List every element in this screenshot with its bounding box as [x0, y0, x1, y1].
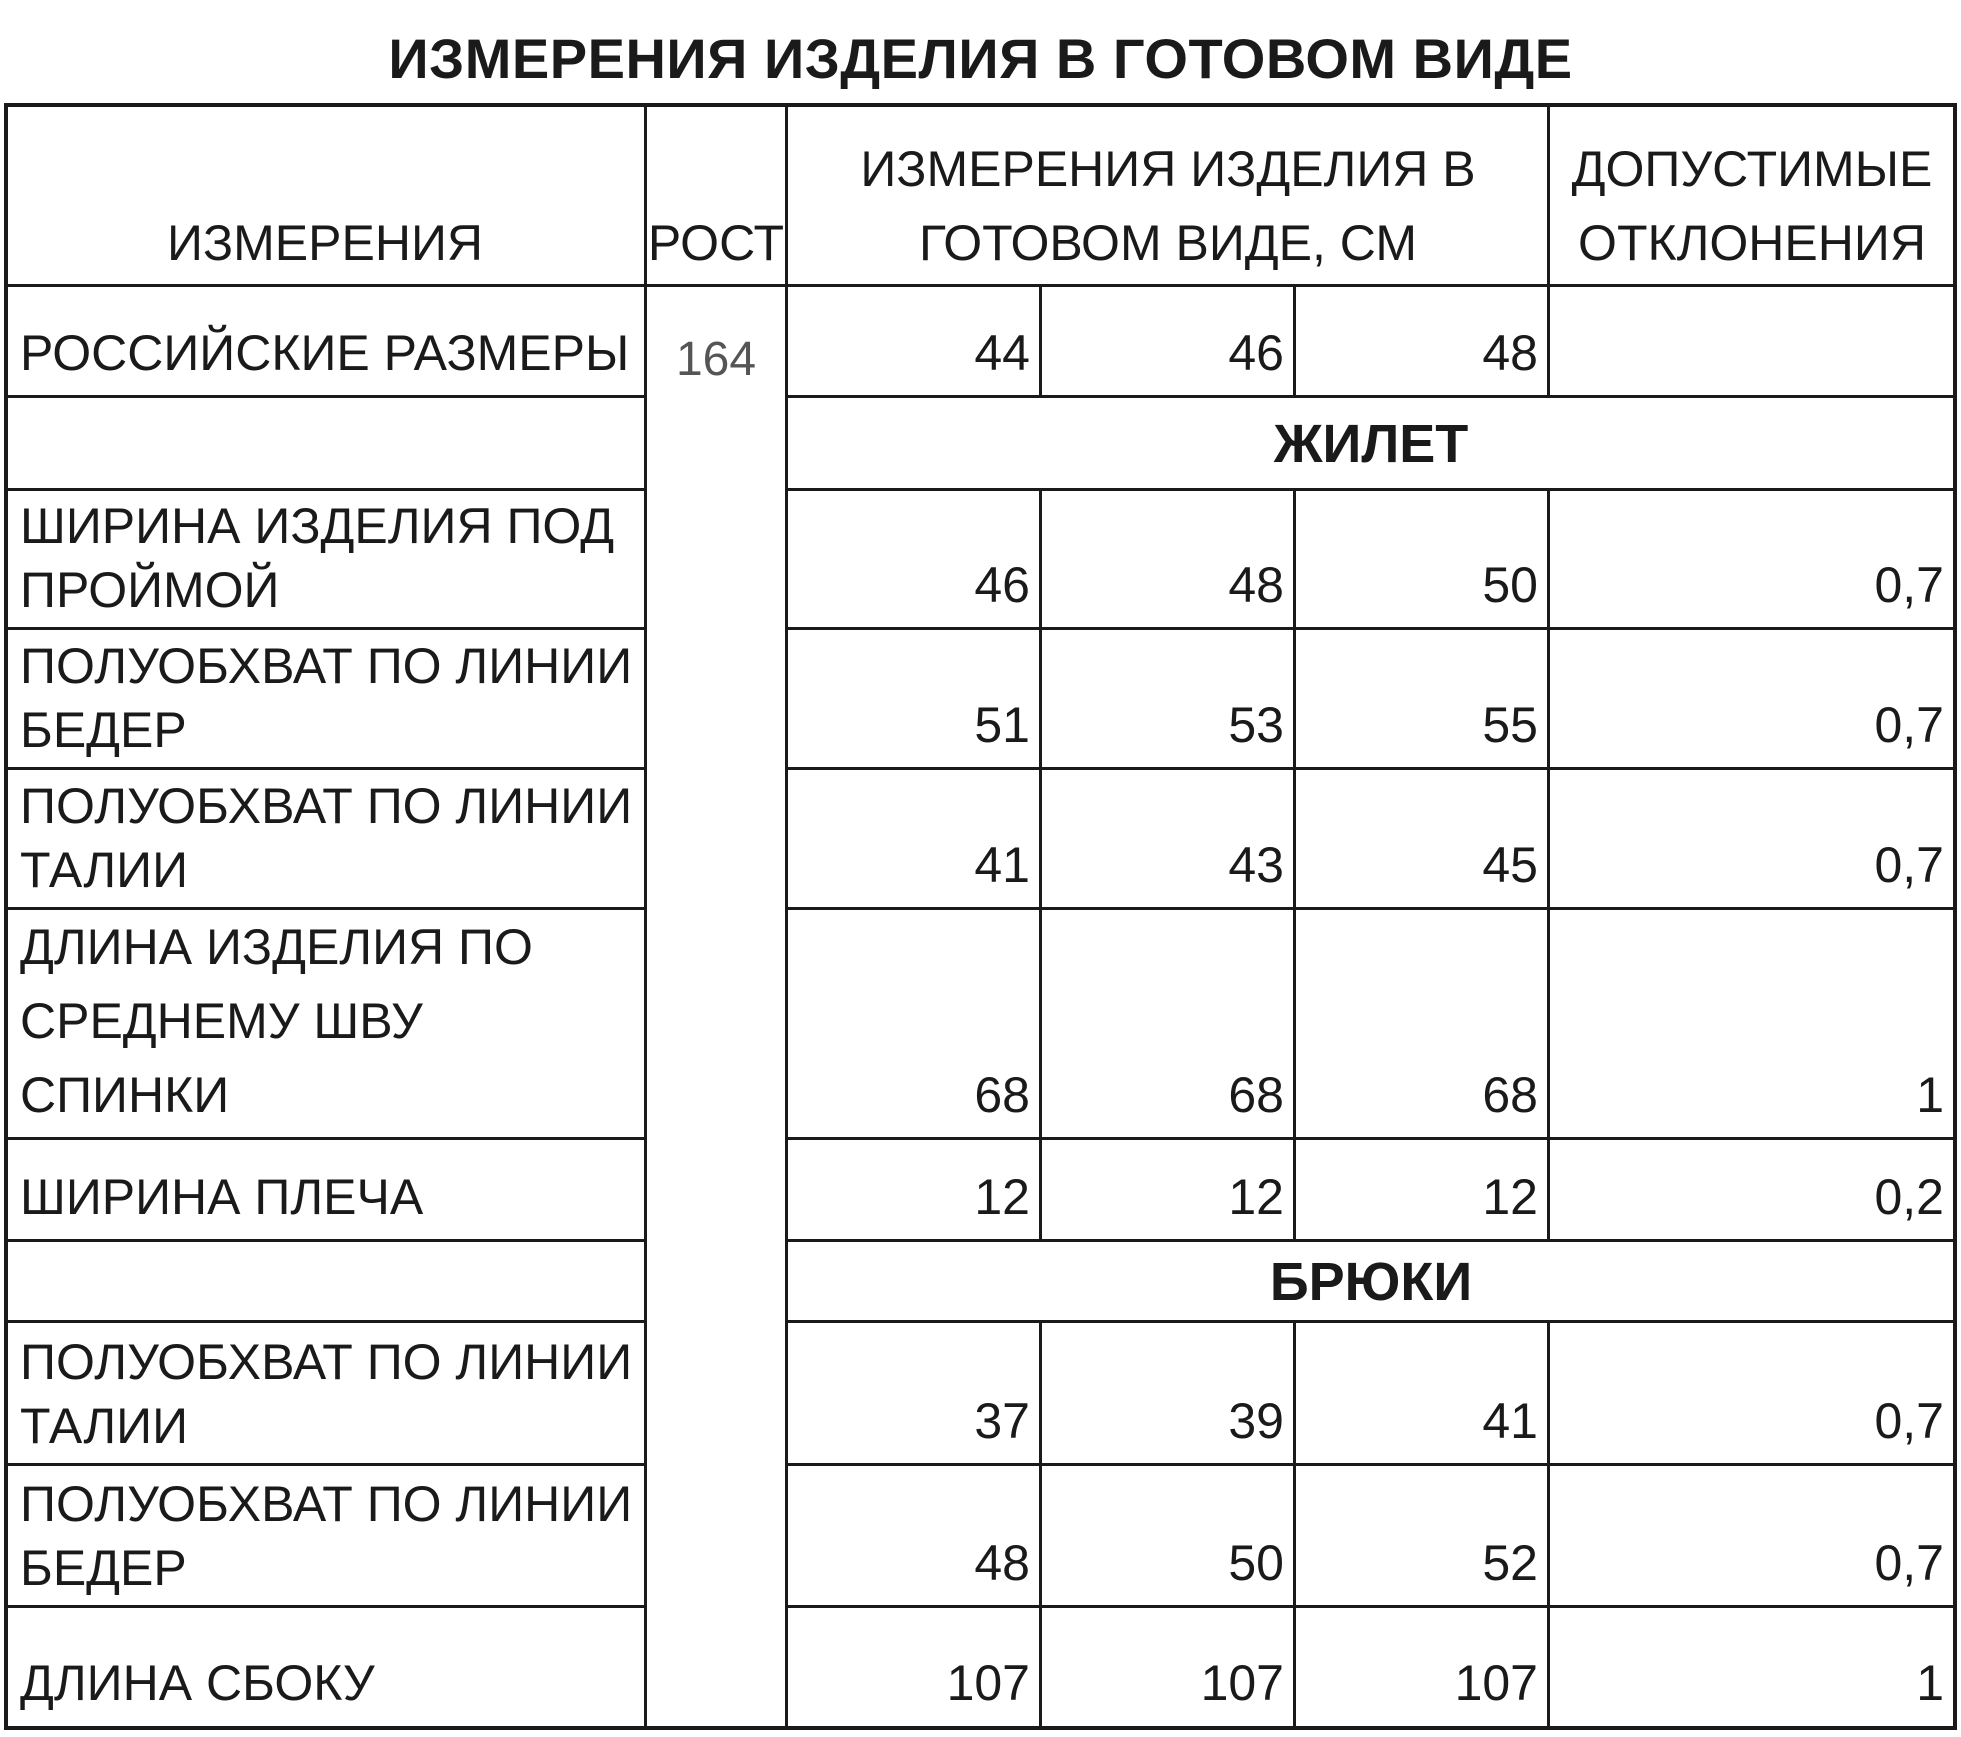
trousers-row-2-val-1-text: 48: [974, 1535, 1030, 1591]
vest-row-1-val-3: [1296, 492, 1548, 628]
hline-left-1: [4, 395, 647, 398]
section-trousers-title: [788, 1242, 1954, 1322]
header-tolerance-line-1: ДОПУСТИМЫЕ: [1571, 141, 1933, 197]
vest-row-5-label-line-1: ШИРИНА ПЛЕЧА: [20, 1169, 424, 1225]
vest-row-5-val-1: [788, 1140, 1040, 1240]
trousers-row-1-val-2: [1042, 1324, 1294, 1464]
header-measure: [6, 106, 644, 286]
vest-row-1-val-2-text: 48: [1228, 557, 1284, 613]
trousers-row-2-val-3: [1296, 1466, 1548, 1606]
trousers-row-3-val-2-text: 107: [1200, 1655, 1284, 1711]
vest-row-4-val-3-text: 68: [1482, 1067, 1538, 1123]
vest-row-4-val-2: [1042, 910, 1294, 1138]
vline-size-2c: [1293, 1322, 1296, 1728]
vest-row-1-tolerance: [1550, 492, 1954, 628]
height-value-text: 164: [675, 333, 757, 386]
vest-row-2-label-line-2: БЕДЕР: [20, 702, 187, 758]
vest-row-5-val-2: [1042, 1140, 1294, 1240]
trousers-row-3-val-2: [1042, 1608, 1294, 1726]
header-sizes: [788, 106, 1548, 286]
vest-row-2-tolerance-text: 0,7: [1874, 697, 1944, 753]
trousers-row-1-label: [6, 1324, 644, 1464]
vest-row-2-tolerance: [1550, 630, 1954, 768]
trousers-row-3-tolerance: [1550, 1608, 1954, 1726]
header-tolerance-line-2: ОТКЛОНЕНИЯ: [1578, 215, 1926, 271]
hline-right-2: [785, 488, 1957, 491]
vest-row-2-val-3: [1296, 630, 1548, 768]
trousers-row-3-val-1: [788, 1608, 1040, 1726]
trousers-row-2-val-2-text: 50: [1228, 1535, 1284, 1591]
trousers-row-3-val-3: [1296, 1608, 1548, 1726]
vest-row-4-val-1: [788, 910, 1040, 1138]
vline-height: [785, 103, 788, 1730]
trousers-row-2-val-2: [1042, 1466, 1294, 1606]
vest-row-3-val-1-text: 41: [974, 837, 1030, 893]
vest-row-3-label: [6, 770, 644, 908]
border-top: [4, 103, 1957, 107]
vest-row-4-label-line-1: ДЛИНА ИЗДЕЛИЯ ПО: [20, 919, 533, 975]
hline-right-7: [785, 1239, 1957, 1242]
size-48-text: 48: [1482, 325, 1538, 381]
trousers-row-3-val-3-text: 107: [1454, 1655, 1538, 1711]
vest-row-4-label-line-2: СРЕДНЕМУ ШВУ: [20, 993, 423, 1049]
trousers-row-2-val-1: [788, 1466, 1040, 1606]
trousers-row-2-tolerance-text: 0,7: [1874, 1535, 1944, 1591]
hline-right-1: [785, 395, 1957, 398]
vest-row-3-tolerance-text: 0,7: [1874, 837, 1944, 893]
border-right: [1953, 103, 1957, 1730]
trousers-row-2-label: [6, 1466, 644, 1606]
trousers-row-1-tolerance: [1550, 1324, 1954, 1464]
hline-left-6: [4, 1137, 647, 1140]
trousers-row-3-label: [6, 1608, 644, 1726]
vline-tolerance-3: [1547, 1322, 1550, 1728]
vline-size-2a: [1293, 286, 1296, 397]
vline-size-2b: [1293, 490, 1296, 1242]
border-left: [4, 103, 8, 1730]
trousers-row-3-tolerance-text: 1: [1916, 1655, 1944, 1711]
vest-row-2-val-1: [788, 630, 1040, 768]
vest-row-5-tolerance-text: 0,2: [1874, 1169, 1944, 1225]
size-46-text: 46: [1228, 325, 1284, 381]
vest-row-3-val-3: [1296, 770, 1548, 908]
hline-right-3: [785, 627, 1957, 630]
vest-row-1-val-1: [788, 492, 1040, 628]
hline-right-5: [785, 907, 1957, 910]
vest-row-4-val-2-text: 68: [1228, 1067, 1284, 1123]
hline-header: [4, 284, 1957, 287]
trousers-row-1-val-2-text: 39: [1228, 1393, 1284, 1449]
vest-row-1-val-2: [1042, 492, 1294, 628]
vest-row-1-label-line-2: ПРОЙМОЙ: [20, 562, 280, 618]
vest-row-4-tolerance-text: 1: [1916, 1067, 1944, 1123]
trousers-row-1-val-3-text: 41: [1482, 1393, 1538, 1449]
vest-row-3-val-2: [1042, 770, 1294, 908]
hline-right-10: [785, 1605, 1957, 1608]
section-vest-title: [788, 398, 1954, 490]
vest-row-2-val-2-text: 53: [1228, 697, 1284, 753]
vest-row-5-val-2-text: 12: [1228, 1169, 1284, 1225]
vest-row-2-val-2: [1042, 630, 1294, 768]
section-vest-title-text: ЖИЛЕТ: [1273, 414, 1469, 474]
vline-size-1c: [1039, 1322, 1042, 1728]
sizes-row-label-text: РОССИЙСКИЕ РАЗМЕРЫ: [20, 325, 630, 381]
header-sizes-line-1: ИЗМЕРЕНИЯ ИЗДЕЛИЯ В: [860, 141, 1476, 197]
vest-row-1-val-1-text: 46: [974, 557, 1030, 613]
vest-row-5-val-3: [1296, 1140, 1548, 1240]
trousers-row-1-val-1-text: 37: [974, 1393, 1030, 1449]
size-44-text: 44: [974, 325, 1030, 381]
vest-row-2-label-line-1: ПОЛУОБХВАТ ПО ЛИНИИ: [20, 638, 633, 694]
size-48: [1296, 288, 1548, 396]
trousers-row-2-label-line-2: БЕДЕР: [20, 1540, 187, 1596]
vest-row-4-val-1-text: 68: [974, 1067, 1030, 1123]
size-46: [1042, 288, 1294, 396]
trousers-row-1-tolerance-text: 0,7: [1874, 1393, 1944, 1449]
height-value: [646, 320, 786, 400]
vest-row-4-label: [6, 910, 644, 1138]
hline-left-4: [4, 767, 647, 770]
hline-left-8: [4, 1320, 647, 1323]
vest-row-1-val-3-text: 50: [1482, 557, 1538, 613]
trousers-row-3-val-1-text: 107: [946, 1655, 1030, 1711]
header-tolerance: [1550, 106, 1954, 286]
vest-row-5-val-3-text: 12: [1482, 1169, 1538, 1225]
header-sizes-line-2: ГОТОВОМ ВИДЕ, СМ: [919, 215, 1417, 271]
hline-left-3: [4, 627, 647, 630]
header-measure-text: ИЗМЕРЕНИЯ: [167, 215, 483, 271]
vest-row-2-val-3-text: 55: [1482, 697, 1538, 753]
trousers-row-3-label-line-1: ДЛИНА СБОКУ: [20, 1655, 375, 1711]
vline-size-1b: [1039, 490, 1042, 1242]
vest-row-4-tolerance: [1550, 910, 1954, 1138]
hline-right-8: [785, 1320, 1957, 1323]
hline-left-7: [4, 1239, 647, 1242]
hline-left-5: [4, 907, 647, 910]
vest-row-1-tolerance-text: 0,7: [1874, 557, 1944, 613]
trousers-row-1-label-line-1: ПОЛУОБХВАТ ПО ЛИНИИ: [20, 1334, 633, 1390]
hline-right-6: [785, 1137, 1957, 1140]
vest-row-3-val-2-text: 43: [1228, 837, 1284, 893]
size-44: [788, 288, 1040, 396]
vest-row-3-tolerance: [1550, 770, 1954, 908]
vest-row-5-val-1-text: 12: [974, 1169, 1030, 1225]
vest-row-5-tolerance: [1550, 1140, 1954, 1240]
trousers-row-1-label-line-2: ТАЛИИ: [20, 1398, 189, 1454]
vest-row-3-label-line-1: ПОЛУОБХВАТ ПО ЛИНИИ: [20, 778, 633, 834]
vest-row-5-label: [6, 1140, 644, 1240]
header-height: [646, 106, 786, 286]
document-title: ИЗМЕРЕНИЯ ИЗДЕЛИЯ В ГОТОВОМ ВИДЕ: [388, 27, 1573, 90]
vest-row-1-label-line-1: ШИРИНА ИЗДЕЛИЯ ПОД: [20, 498, 615, 554]
vest-row-2-label: [6, 630, 644, 768]
trousers-row-2-tolerance: [1550, 1466, 1954, 1606]
trousers-row-1-val-1: [788, 1324, 1040, 1464]
vest-row-2-val-1-text: 51: [974, 697, 1030, 753]
vline-measure: [644, 103, 647, 1730]
header-height-text: РОСТ: [647, 215, 785, 271]
hline-right-4: [785, 767, 1957, 770]
sizes-row-label: [6, 288, 644, 396]
trousers-row-2-label-line-1: ПОЛУОБХВАТ ПО ЛИНИИ: [20, 1476, 633, 1532]
vline-tolerance-2: [1547, 490, 1550, 1242]
vest-row-4-val-3: [1296, 910, 1548, 1138]
vest-row-4-label-line-3: СПИНКИ: [20, 1067, 230, 1123]
hline-left-9: [4, 1463, 647, 1466]
hline-right-9: [785, 1463, 1957, 1466]
trousers-row-1-val-3: [1296, 1324, 1548, 1464]
section-trousers-title-text: БРЮКИ: [1269, 1252, 1473, 1312]
vest-row-3-label-line-2: ТАЛИИ: [20, 842, 189, 898]
trousers-row-2-val-3-text: 52: [1482, 1535, 1538, 1591]
vline-size-1a: [1039, 286, 1042, 397]
vest-row-1-label: [6, 492, 644, 628]
border-bottom: [4, 1726, 1957, 1730]
vest-row-3-val-3-text: 45: [1482, 837, 1538, 893]
vest-row-3-val-1: [788, 770, 1040, 908]
hline-left-2: [4, 488, 647, 491]
vline-tolerance-1: [1547, 103, 1550, 397]
hline-left-10: [4, 1605, 647, 1608]
